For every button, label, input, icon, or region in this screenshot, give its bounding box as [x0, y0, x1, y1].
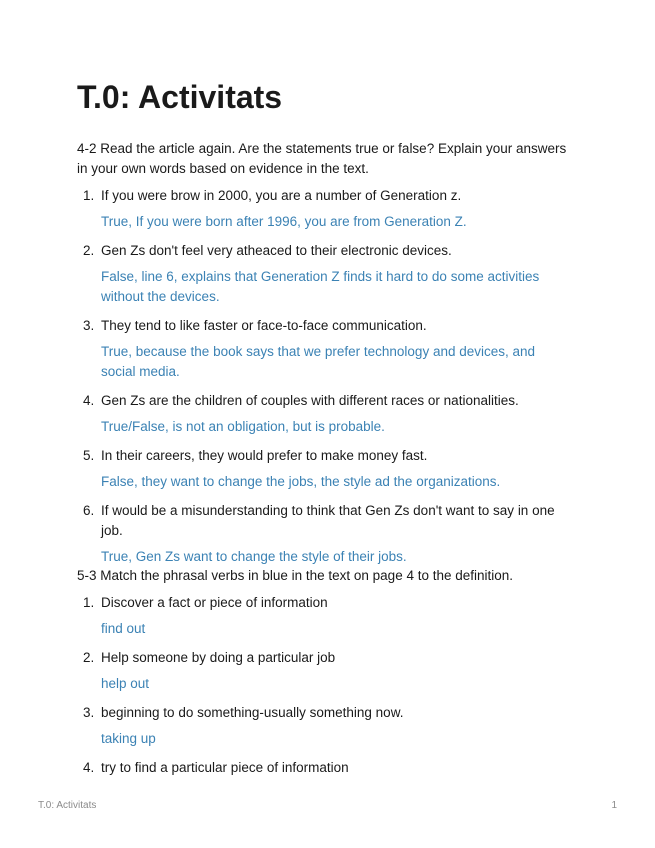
answer-text: find out — [101, 621, 146, 636]
item-number: 6. — [83, 503, 95, 518]
item-number: 3. — [83, 705, 95, 720]
list-item — [77, 758, 572, 778]
section1-instructions: 4-2 Read the article again. Are the statements true or false? Explain your answers in your own words based on evidence in the text. — [77, 141, 567, 176]
list-item — [77, 316, 572, 382]
definition-text: Help someone by doing a particular job — [101, 650, 336, 665]
list-item — [77, 501, 572, 567]
item-number: 5. — [83, 448, 95, 463]
definition-text: Discover a fact or piece of information — [101, 595, 328, 610]
statement-text: Gen Zs are the children of couples with different races or nationalities. — [101, 393, 519, 408]
answer-text: True/False, is not an obligation, but is probable. — [101, 419, 385, 434]
item-number: 4. — [83, 760, 95, 775]
list-item — [77, 593, 572, 639]
list-item — [77, 241, 572, 307]
answer-text: False, they want to change the jobs, the style ad the organizations. — [101, 474, 501, 489]
answer-text: True, If you were born after 1996, you are from Generation Z. — [101, 214, 467, 229]
page-title: T.0: Activitats — [77, 79, 283, 115]
answer-text: taking up — [101, 731, 156, 746]
item-number: 2. — [83, 243, 95, 258]
list-item — [77, 391, 572, 437]
list-item — [77, 648, 572, 694]
list-item — [77, 703, 572, 749]
answer-text: help out — [101, 676, 150, 691]
item-number: 2. — [83, 650, 95, 665]
item-number: 3. — [83, 318, 95, 333]
answer-text: True, because the book says that we prefer technology and devices, and social media. — [101, 344, 536, 379]
section1-list — [77, 186, 572, 576]
section2-instructions: 5-3 Match the phrasal verbs in blue in the text on page 4 to the definition. — [77, 568, 514, 583]
page-number: 1 — [611, 800, 617, 811]
item-number: 1. — [83, 595, 95, 610]
statement-text: In their careers, they would prefer to make money fast. — [101, 448, 428, 463]
statement-text: They tend to like faster or face-to-face communication. — [101, 318, 427, 333]
item-number: 1. — [83, 188, 95, 203]
definition-text: beginning to do something-usually something now. — [101, 705, 404, 720]
statement-text: If would be a misunderstanding to think that Gen Zs don't want to say in one job. — [101, 503, 555, 538]
list-item — [77, 446, 572, 492]
answer-text: False, line 6, explains that Generation Z finds it hard to do some activities without the devices. — [101, 269, 540, 304]
item-number: 4. — [83, 393, 95, 408]
list-item — [77, 186, 572, 232]
statement-text: If you were brow in 2000, you are a number of Generation z. — [101, 188, 462, 203]
statement-text: Gen Zs don't feel very atheaced to their electronic devices. — [101, 243, 452, 258]
section2-list — [77, 593, 572, 787]
definition-text: try to find a particular piece of information — [101, 760, 349, 775]
footer-title: T.0: Activitats — [38, 800, 97, 811]
answer-text: True, Gen Zs want to change the style of their jobs. — [101, 549, 407, 564]
